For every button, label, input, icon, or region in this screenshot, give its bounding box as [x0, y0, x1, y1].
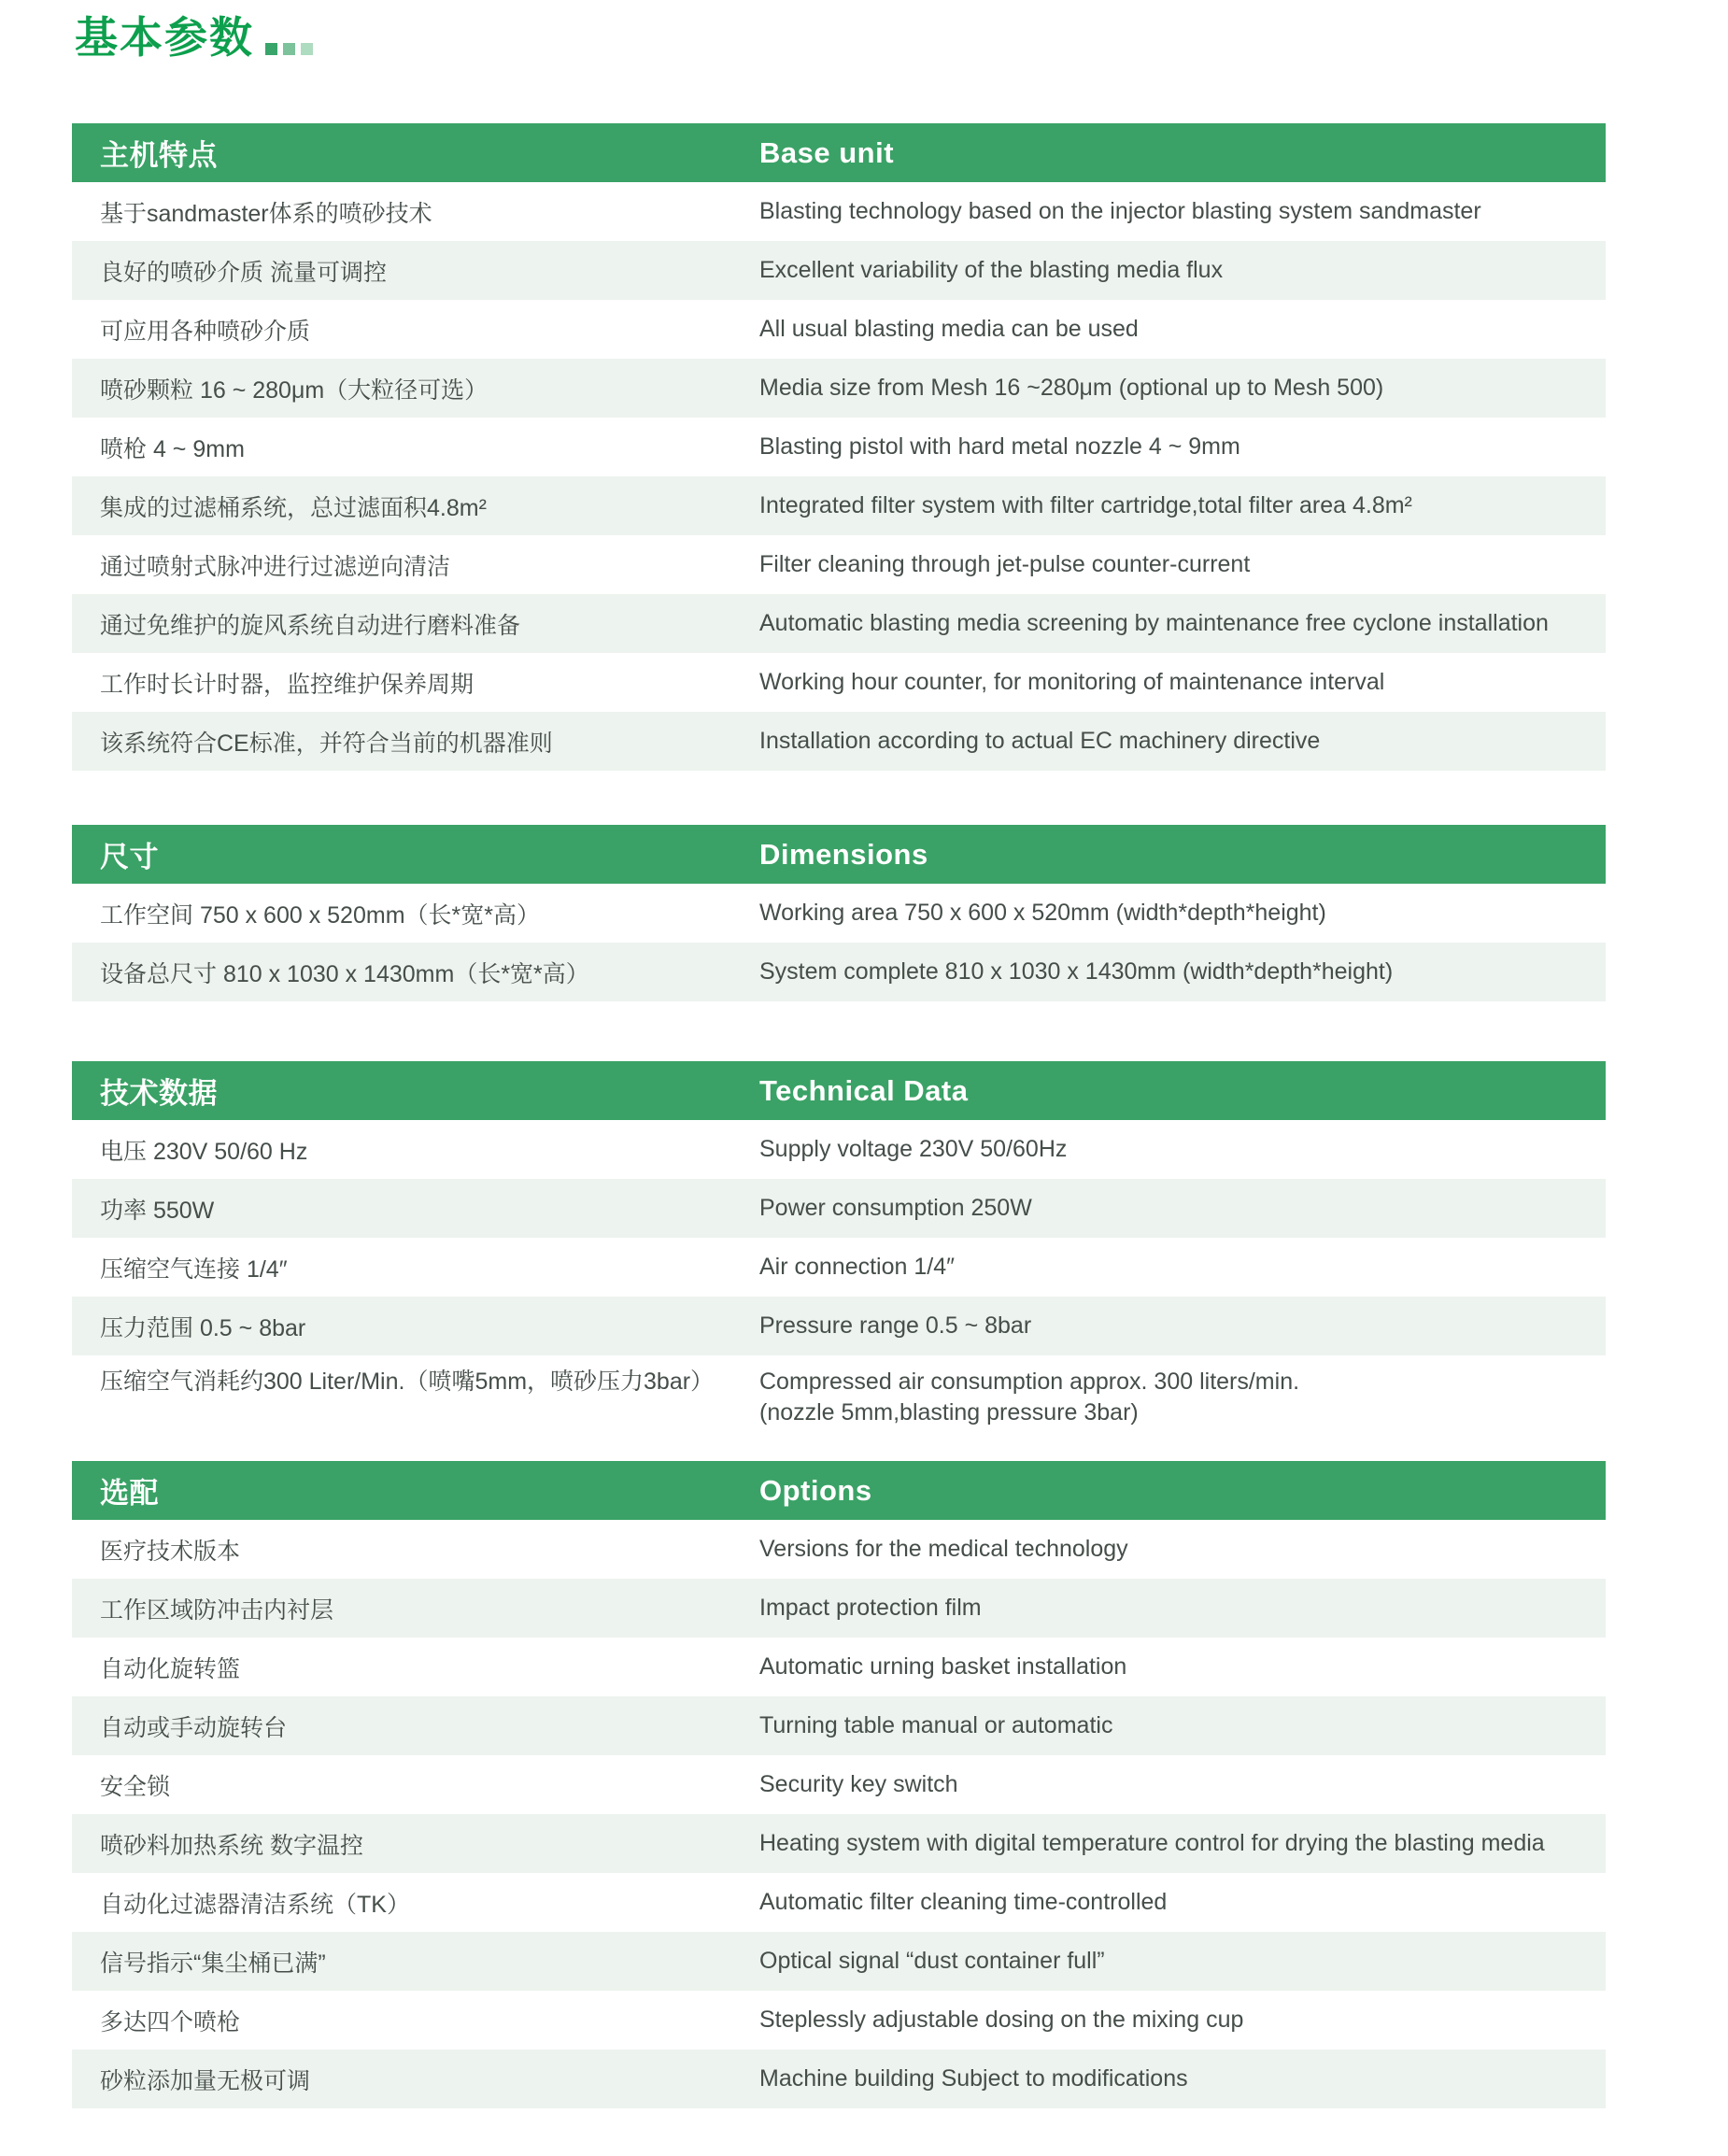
table-row [72, 1179, 1606, 1238]
cell-en: Air connection 1/4″ [759, 1254, 955, 1280]
cell-en: Automatic filter cleaning time-controlled [759, 1889, 1168, 1915]
table-row [72, 943, 1606, 1001]
cell-zh: 安全锁 [100, 1773, 171, 1800]
table-row [72, 1238, 1606, 1297]
cell-en: Filter cleaning through jet-pulse counter-current [759, 551, 1251, 577]
table-header-zh: 主机特点 [100, 139, 218, 172]
cell-en: Excellent variability of the blasting media flux [759, 257, 1224, 283]
table-header-en: Options [759, 1473, 872, 1507]
table-row [72, 1755, 1606, 1814]
table-row [72, 1579, 1606, 1638]
table-row [72, 1520, 1606, 1579]
cell-en: Power consumption 250W [759, 1195, 1032, 1221]
cell-en: Optical signal “dust container full” [759, 1948, 1105, 1974]
table-header-zh: 技术数据 [100, 1077, 218, 1110]
table-row [72, 1297, 1606, 1355]
page-title: 基本参数 [75, 13, 254, 62]
cell-en: Integrated filter system with filter cartridge,total filter area 4.8m² [759, 492, 1412, 518]
table-header-en: Technical Data [759, 1073, 969, 1107]
cell-zh: 设备总尺寸 810 x 1030 x 1430mm（长*宽*高） [100, 960, 589, 987]
cell-en: Automatic blasting media screening by maintenance free cyclone installation [759, 610, 1549, 636]
cell-zh: 工作时长计时器，监控维护保养周期 [100, 671, 474, 698]
cell-zh: 医疗技术版本 [100, 1538, 241, 1565]
cell-zh: 压力范围 0.5 ~ 8bar [100, 1314, 306, 1341]
cell-en: Versions for the medical technology [759, 1536, 1128, 1562]
table-row [72, 2050, 1606, 2108]
cell-zh: 信号指示“集尘桶已满” [100, 1950, 326, 1977]
cell-zh: 基于sandmaster体系的喷砂技术 [100, 200, 432, 227]
table-row [72, 653, 1606, 712]
cell-en: Heating system with digital temperature control for drying the blasting media [759, 1830, 1545, 1856]
title-dots [265, 43, 313, 55]
cell-zh: 良好的喷砂介质 流量可调控 [100, 259, 387, 286]
cell-zh: 喷砂颗粒 16 ~ 280μm（大粒径可选） [100, 376, 489, 404]
cell-zh: 自动化旋转篮 [100, 1655, 241, 1682]
table-header-zh: 选配 [100, 1477, 159, 1510]
cell-en: Supply voltage 230V 50/60Hz [759, 1136, 1068, 1162]
cell-zh: 压缩空气消耗约300 Liter/Min.（喷嘴5mm，喷砂压力3bar） [100, 1369, 715, 1395]
cell-en: Media size from Mesh 16 ~280μm (optional up to Mesh 500) [759, 375, 1384, 401]
table-header-dimensions [72, 825, 1606, 884]
cell-zh: 砂粒添加量无极可调 [100, 2067, 311, 2094]
cell-en: Working hour counter, for monitoring of maintenance interval [759, 669, 1385, 695]
table-row [72, 535, 1606, 594]
table-header-en: Dimensions [759, 837, 928, 871]
table-row [72, 884, 1606, 943]
cell-en: Impact protection film [759, 1595, 982, 1621]
table-row [72, 1814, 1606, 1873]
table-technical-data [72, 1061, 1606, 1449]
cell-en: Blasting technology based on the injector blasting system sandmaster [759, 198, 1481, 224]
table-row [72, 594, 1606, 653]
cell-zh: 通过免维护的旋风系统自动进行磨料准备 [100, 612, 521, 639]
cell-en: Installation according to actual EC machinery directive [759, 728, 1321, 754]
cell-zh: 多达四个喷枪 [100, 2008, 241, 2035]
cell-zh: 压缩空气连接 1/4″ [100, 1255, 288, 1283]
cell-en-line-1: Compressed air consumption approx. 300 liters/min. [759, 1369, 1300, 1395]
table-header-base-unit [72, 123, 1606, 182]
table-row [72, 1355, 1606, 1449]
table-header-en: Base unit [759, 135, 895, 169]
cell-zh: 可应用各种喷砂介质 [100, 318, 311, 345]
cell-zh: 该系统符合CE标准，并符合当前的机器准则 [100, 730, 553, 757]
cell-en: Turning table manual or automatic [759, 1712, 1113, 1738]
table-row [72, 1120, 1606, 1179]
cell-en-line-2: (nozzle 5mm,blasting pressure 3bar) [759, 1399, 1139, 1426]
table-header-technical-data [72, 1061, 1606, 1120]
cell-en: Automatic urning basket installation [759, 1653, 1127, 1680]
title-dot-icon [301, 43, 313, 55]
cell-zh: 喷砂料加热系统 数字温控 [100, 1832, 363, 1859]
cell-en: Security key switch [759, 1771, 958, 1797]
table-row [72, 712, 1606, 771]
cell-en: Pressure range 0.5 ~ 8bar [759, 1312, 1032, 1339]
cell-en: Steplessly adjustable dosing on the mixing cup [759, 2007, 1244, 2033]
table-base-unit [72, 123, 1606, 771]
table-row [72, 1638, 1606, 1696]
cell-zh: 电压 230V 50/60 Hz [100, 1138, 308, 1165]
cell-en: Machine building Subject to modifications [759, 2065, 1188, 2092]
table-row [72, 182, 1606, 241]
table-header-options [72, 1461, 1606, 1520]
table-row [72, 418, 1606, 476]
cell-en: All usual blasting media can be used [759, 316, 1139, 342]
table-row [72, 1696, 1606, 1755]
table-dimensions [72, 825, 1606, 1001]
cell-en [731, 1367, 1606, 1428]
table-header-zh: 尺寸 [100, 841, 159, 873]
table-row [72, 241, 1606, 300]
page-title-row [0, 0, 1728, 60]
title-dot-icon [283, 43, 295, 55]
cell-zh: 集成的过滤桶系统，总过滤面积4.8m² [100, 494, 487, 521]
title-dot-icon [265, 43, 277, 55]
cell-zh: 自动或手动旋转台 [100, 1714, 288, 1741]
cell-zh: 工作空间 750 x 600 x 520mm（长*宽*高） [100, 901, 540, 929]
table-row [72, 1991, 1606, 2050]
cell-en: Blasting pistol with hard metal nozzle 4 ~ 9mm [759, 433, 1240, 460]
cell-zh: 自动化过滤器清洁系统（TK） [100, 1891, 410, 1918]
table-row [72, 1932, 1606, 1991]
cell-en: System complete 810 x 1030 x 1430mm (width*depth*height) [759, 958, 1394, 985]
table-row [72, 359, 1606, 418]
table-row [72, 1873, 1606, 1932]
table-options [72, 1461, 1606, 2108]
cell-zh: 通过喷射式脉冲进行过滤逆向清洁 [100, 553, 451, 580]
table-row [72, 476, 1606, 535]
cell-zh: 喷枪 4 ~ 9mm [100, 435, 245, 462]
table-row [72, 300, 1606, 359]
cell-en: Working area 750 x 600 x 520mm (width*depth*height) [759, 900, 1326, 926]
cell-zh: 工作区域防冲击内衬层 [100, 1596, 334, 1624]
cell-zh: 功率 550W [100, 1197, 215, 1224]
